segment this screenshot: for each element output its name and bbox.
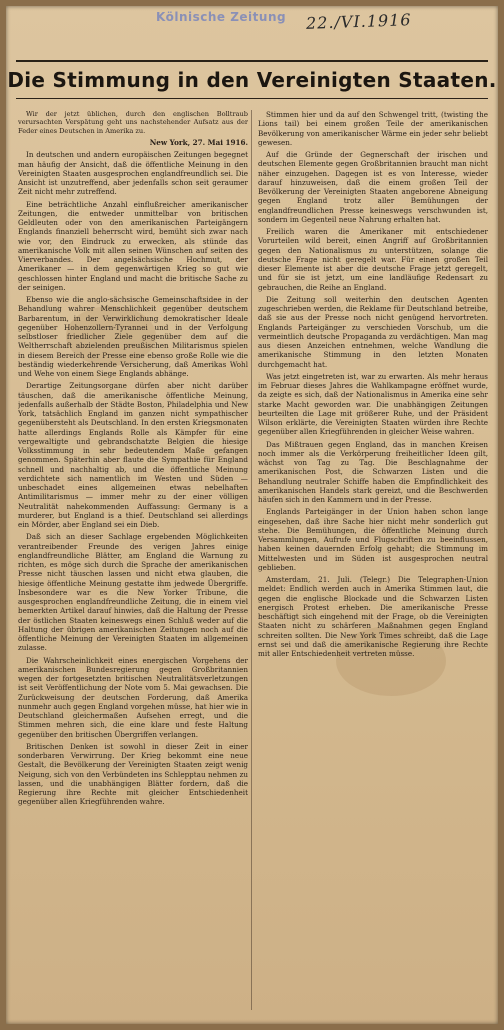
article-intro: Wir der jetzt üblichen, durch den englischen Bolltraub verursachten Verspätung geht uns nachstehender Aufsatz aus der Feder eines Deutschen in Amerika zu. xyxy=(18,110,248,135)
column-divider xyxy=(251,110,252,1010)
article-paragraph: Was jetzt eingetreten ist, war zu erwarten. Als mehr heraus im Februar dieses Jahres die Wahlkampagne eröffnet wurde, da zeigte es sich, daß der Nationalismus in Amerika eine sehr starke Macht geworden war. Die unabhängigen Zeitungen beurteilten die Lage mit größerer Ruhe, und der Präsident Wilson erklärte, die Vereinigten Staaten würden ihre Rechte gegenüber allen Kriegführenden in gleicher Weise wahren. xyxy=(258,371,488,437)
telegram-paragraph: Amsterdam, 21. Juli. (Telegr.) Die Telegraphen-Union meldet: Endlich werden auch in Amerika Stimmen laut, die gegen die englische Blockade und die Schwarzen Listen energisch Protest erheben. Die amerikanische Presse beschäftigt sich eingehend mit der Frage, ob die Vereinigten Staaten nicht zu schärferen Maßnahmen gegen England schreiten sollten. Die New York Times schreibt, daß die Lage ernst sei und daß die amerikanische Regierung ihre Rechte mit aller Entschiedenheit vertreten müsse. xyxy=(258,575,488,658)
article-paragraph: Das Mißtrauen gegen England, das in manchen Kreisen noch immer als die Verkörperung freiheitlicher Ideen gilt, wächst von Tag zu Tag. Die Beschlagnahme der amerikanischen Post, die Schwarzen Listen und die Behandlung neutraler Schiffe haben die Empfindlichkeit des amerikanischen Handels stark gereizt, und die Beschwerden häufen sich in den Kammern und in der Presse. xyxy=(258,439,488,504)
article-column-right xyxy=(258,110,488,1010)
newspaper-stamp: Kölnische Zeitung xyxy=(156,10,287,24)
article-paragraph: Freilich waren die Amerikaner mit entschiedener Vorurteilen wild bereit, einen Angriff auf Großbritannien gegen den Nationalismus zu unterstützen, solange die deutsche Frage nicht geregelt war. Für einen großen Teil dieser Elemente ist aber die deutsche Frage jetzt geregelt, und für sie ist jetzt, um eine landläufige Redensart zu gebrauchen, die Reihe an England. xyxy=(258,227,488,292)
headline-rule-top xyxy=(16,60,488,62)
article-column-left xyxy=(18,110,248,1010)
article-paragraph: Derartige Zeitungsorgane dürfen aber nicht darüber täuschen, daß die amerikanische öffentliche Meinung, jedenfalls außerhalb der Städte Boston, Philadelphia und New York, tatsächlich England im ganzen nicht sympathischer gegenübersteht als Deutschland. In den ersten Kriegsmonaten hatte allerdings Englands Rolle als Kämpfer für eine vergewaltigte und gebrandschatzte Belgien die hiesige Volksstimmung in sehr bedeutendem Maße gefangen genommen. Späterhin aber flaute die Sympathie für England schnell und nachhaltig ab, und die öffentliche Meinung verdichtete sich namentlich im Westen und Süden — unbeschadet eines allgemeinen etwas nebelhaften Antimilitarismus — immer mehr zu der einer völligen Neutralität nahekommenden Auffassung: Germany is a murderer, but England is a thief. Deutschland sei allerdings ein Mörder, aber England sei ein Dieb. xyxy=(18,381,248,530)
article-paragraph: Stimmen hier und da auf den Schwengel tritt, (twisting the Lions tail) bei einem großen Teile der amerikanischen Bevölkerung von amerikanischer Wärme ein jeder sehr beliebt gewesen. xyxy=(258,110,488,147)
article-paragraph: Ebenso wie die anglo-sächsische Gemeinschaftsidee in der Behandlung wahrer Menschlichkeit gegenüber deutschem Barbarentum, in der Verwirklichung demokratischer Ideale gegenüber Hohenzollern-Tyrannei und in der Verfolgung selbstloser friedlicher Ziele gegenüber dem auf die Weltherrschaft abzielenden preußischen Militarismus spielen in diesem Bereich der Presse eine ebenso große Rolle wie die beständig wiederkehrende Versicherung, daß Amerikas Wohl und Wehe von einem Siege Englands abhänge. xyxy=(18,295,248,379)
article-paragraph: Daß sich an dieser Sachlage ergebenden Möglichkeiten verantreibender Freunde des verigen Jahres einige englandfreundliche Blätter, am England die Warnung zu richten, es möge sich durch die Sprache der amerikanischen Presse nicht täuschen lassen und nicht etwa glauben, die hiesige öffentliche Meinung gestatte ihm jedwede Übergriffe. Insbesondere war es die New Yorker Tribune, die ausgesprochen englandfreundliche Zeitung, die in einem viel bemerkten Artikel darauf hinwies, daß die Haltung der Presse der östlichen Staaten keineswegs einen Schluß weder auf die Haltung der übrigen amerikanischen Zeitungen noch auf die öffentliche Meinung der Vereinigten Staaten im allgemeinen zulasse. xyxy=(18,532,248,653)
article-paragraph: In deutschen und andern europäischen Zeitungen begegnet man häufig der Ansicht, daß die öffentliche Meinung in den Vereinigten Staaten ausgesprochen englandfreundlich sei. Die Ansicht ist unzutreffend, aber jedenfalls schon seit geraumer Zeit nicht mehr zutreffend. xyxy=(18,150,248,197)
article-paragraph: Die Zeitung soll weiterhin den deutschen Agenten zugeschrieben werden, die Reklame für Deutschland betreibe, daß sie aus der Presse noch nicht genügend hervortreten. Englands Parteigänger zu verschieden Vorschub, um die vermeintlich deutsche Propaganda zu verdächtigen. Man mag aus diesen Anzeichen entnehmen, welche Wandlung die amerikanische Stimmung in den letzten Monaten durchgemacht hat. xyxy=(258,294,488,369)
article-paragraph: Die Wahrscheinlichkeit eines energischen Vorgehens der amerikanischen Bundesregierung gegen Großbritannien wegen der fortgesetzten britischen Neutralitätsverletzungen ist seit Veröffentlichung der Note vom 5. Mai gewachsen. Die Zurückweisung der deutschen Forderung, daß Amerika nunmehr auch gegen England vorgehen müsse, hat hier wie in Deutschland gleichermaßen Aufsehen erregt, und die Stimmen mehren sich, die eine klare und feste Haltung gegenüber den britischen Übergriffen verlangen. xyxy=(18,655,248,739)
article-paragraph: Eine beträchtliche Anzahl einflußreicher amerikanischer Zeitungen, die entweder unmittelbar von britischen Geldleuten oder von den amerikanischen Parteigängern Englands finanziell beherrscht wird, bemüht sich zwar nach wie vor, den Eindruck zu erwecken, als stünde das amerikanische Volk mit allen seinen Wünschen auf seiten des Vierverbandes. Der angelsächsische Hochmut, der Amerikaner — in dem gegenwärtigen Krieg so gut wie geschlossen hinter England und macht die britische Sache zu der seinigen. xyxy=(18,199,248,292)
headline-rule-bottom xyxy=(16,98,488,99)
newspaper-clipping xyxy=(6,6,498,1024)
article-paragraph: Auf die Gründe der Gegnerschaft der irischen und deutschen Elemente gegen Großbritannien braucht man nicht näher einzugehen. Dagegen ist es von Interesse, wieder darauf hinzuweisen, daß die einem großen Teil der Bevölkerung der Vereinigten Staaten angeborene Abneigung gegen England trotz aller Bemühungen der englandfreundlichen Presse keineswegs verschwunden ist, sondern im Gegenteil neue Nahrung erhalten hat. xyxy=(258,150,488,224)
handwritten-date: 22./VI.1916 xyxy=(305,10,412,33)
headline: Die Stimmung in den Vereinigten Staaten. xyxy=(7,68,497,92)
article-dateline: New York, 27. Mai 1916. xyxy=(149,138,248,148)
article-paragraph: Englands Parteigänger in der Union haben schon lange eingesehen, daß ihre Sache hier nicht mehr sonderlich gut stehe. Die Bemühungen, die öffentliche Meinung durch Versammlungen, Aufrufe und Flugschriften zu beeinflussen, haben keinen dauernden Erfolg gehabt; die Stimmung im Mittelwesten und im Süden ist ausgesprochen neutral geblieben. xyxy=(258,507,488,572)
article-paragraph: Britischen Denken ist sowohl in dieser Zeit in einer sonderbaren Verwirrung. Der Krieg bekommt eine neue Gestalt, die Bevölkerung der Vereinigten Staaten zeigt wenig Neigung, sich von den Verbündeten ins Schlepptau nehmen zu lassen, und die unabhängigen Blätter fordern, daß die Regierung ihre Rechte mit gleicher Entschiedenheit gegenüber allen Kriegführenden wahre. xyxy=(18,741,248,807)
